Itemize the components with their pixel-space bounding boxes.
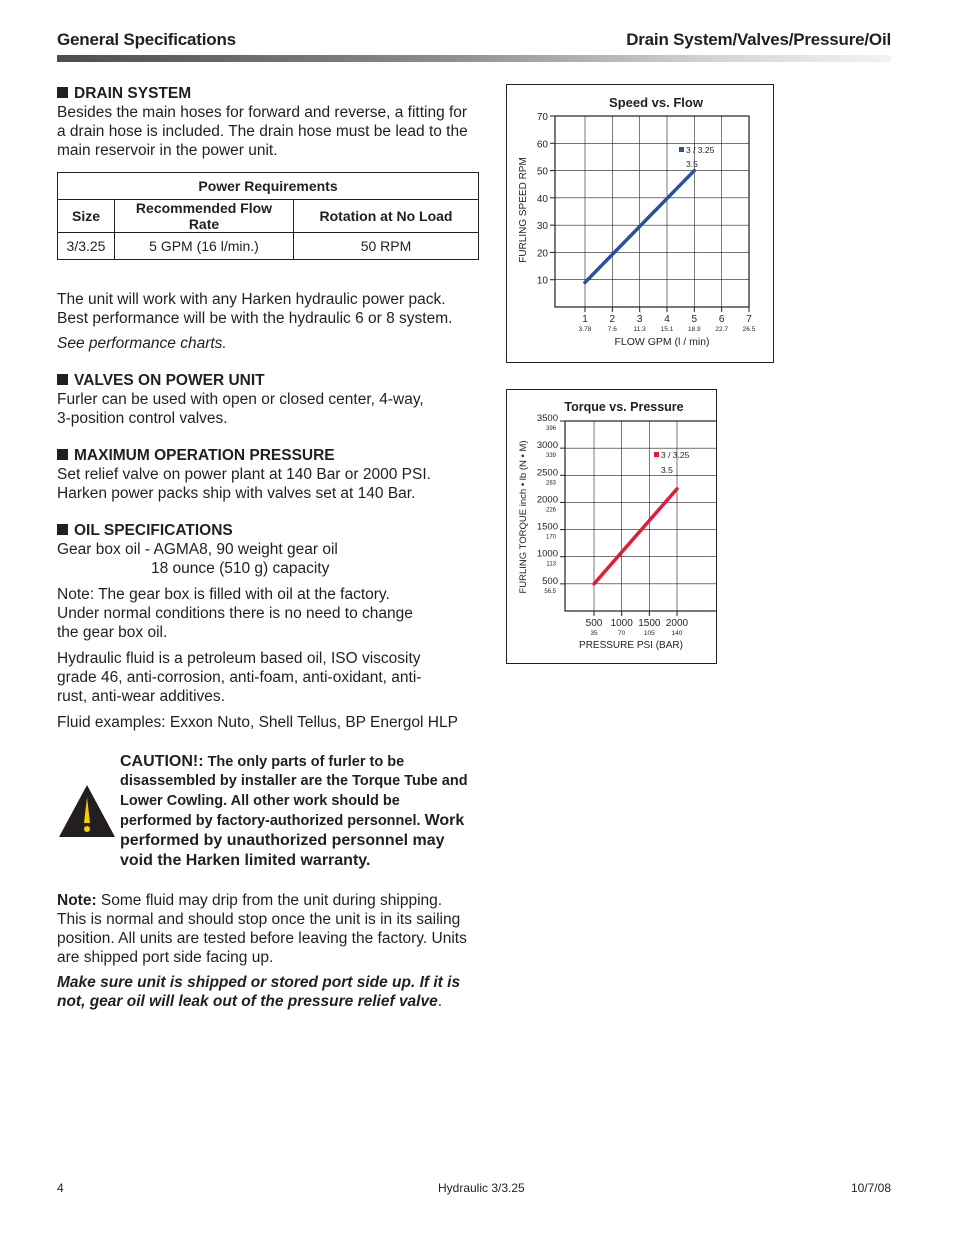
y-tick-label: 1500 xyxy=(536,521,558,533)
document-date: 10/7/08 xyxy=(850,1181,891,1195)
speed-vs-flow-svg xyxy=(507,85,773,362)
hydraulic-fluid-text: Hydraulic fluid is a petroleum based oil, ISO viscosity grade 46, anti-corrosion, anti-foam, anti-oxidant, anti-rust, anti-wear additives. xyxy=(57,650,422,705)
table-row xyxy=(58,233,479,260)
table-cell: 50 RPM xyxy=(294,233,479,260)
oil-section xyxy=(57,521,477,732)
y-tick-label: 3500 xyxy=(536,413,558,424)
note-label: Note: xyxy=(57,892,97,909)
y-tick-label: 3000 xyxy=(536,440,558,452)
drain-system-text: Besides the main hoses for forward and reverse, a fitting for a drain hose is included. The drain hose must be lead to the main reservoir in the power unit. xyxy=(57,104,468,159)
y-tick-label: 60 xyxy=(536,139,548,151)
x-tick-label: 2 xyxy=(609,314,616,325)
document-name: Hydraulic 3/3.25 xyxy=(438,1181,525,1195)
x-tick-label: 3 xyxy=(636,314,643,325)
x-subtick-label: 11.3 xyxy=(633,326,646,333)
y-tick-label: 20 xyxy=(536,248,548,260)
x-subtick-label: 18.9 xyxy=(688,326,701,333)
y-subtick-label: 56.5 xyxy=(544,588,556,595)
y-subtick-label: 113 xyxy=(546,561,556,568)
power-pack-text: The unit will work with any Harken hydraulic power pack. Best performance will be with the hydraulic 6 or 8 system. xyxy=(57,291,453,327)
square-bullet-icon xyxy=(57,374,68,385)
warning-text: Make sure unit is shipped or stored port side up. If it is not, gear oil will leak out of the pressure relief valve xyxy=(57,974,461,1010)
legend-sublabel: 3.5 xyxy=(686,159,698,169)
table-header-size: Size xyxy=(58,200,115,233)
caution-text-1: The only parts of furler to be disassembled by installer are the Torque Tube and Lower Cowling. All other work should be performed by factory-authorized personnel. xyxy=(120,754,468,829)
legend-swatch xyxy=(679,147,684,152)
x-subtick-label: 140 xyxy=(671,630,683,637)
valves-text: Furler can be used with open or closed center, 4-way, 3-position control valves. xyxy=(57,391,424,427)
square-bullet-icon xyxy=(57,449,68,460)
x-subtick-label: 3.78 xyxy=(578,326,592,333)
oil-heading: OIL SPECIFICATIONS xyxy=(57,521,477,540)
shipping-note xyxy=(57,891,472,967)
chart-ticks xyxy=(537,112,756,333)
shipping-warning: Make sure unit is shipped or stored port side up. If it is not, gear oil will leak out of the pressure relief valve. xyxy=(57,974,461,1010)
caution-text-block xyxy=(120,752,470,872)
x-tick-label: 6 xyxy=(718,314,725,325)
shipping-section xyxy=(57,891,472,1011)
y-tick-label: 50 xyxy=(536,166,548,178)
y-tick-label: 2000 xyxy=(536,494,558,506)
see-charts-text: See performance charts. xyxy=(57,335,227,352)
pressure-section xyxy=(57,446,477,503)
x-tick-label: 2000 xyxy=(665,618,689,629)
x-axis-label: FLOW GPM (l / min) xyxy=(614,336,710,348)
square-bullet-icon xyxy=(57,524,68,535)
fluid-examples-text: Fluid examples: Exxon Nuto, Shell Tellus, BP Energol HLP xyxy=(57,714,458,731)
table-header-flow-rate: Recommended Flow Rate xyxy=(115,200,294,233)
y-tick-label: 500 xyxy=(542,575,558,587)
y-subtick-label: 283 xyxy=(545,480,556,487)
y-tick-label: 2500 xyxy=(536,467,558,479)
series-line xyxy=(594,489,677,584)
chart-ticks xyxy=(537,413,689,637)
y-subtick-label: 339 xyxy=(545,453,556,460)
valves-section xyxy=(57,371,477,428)
note-text: Some fluid may drip from the unit during shipping. This is normal and should stop once the unit is in its sailing position. All units are tested before leaving the factory. Units are shipped port side facing up. xyxy=(57,892,467,966)
page-number: 4 xyxy=(57,1181,64,1195)
x-subtick-label: 7.6 xyxy=(607,326,617,333)
legend-label: 3 / 3.25 xyxy=(686,145,715,155)
x-tick-label: 4 xyxy=(664,314,670,325)
y-subtick-label: 396 xyxy=(545,426,556,432)
power-pack-section xyxy=(57,290,477,353)
oil-note: Note: The gear box is filled with oil at the factory. Under normal conditions there is no need to change the gear box oil. xyxy=(57,586,413,641)
chart-title: Speed vs. Flow xyxy=(609,95,703,110)
x-tick-label: 1500 xyxy=(638,618,661,629)
y-axis-label: FURLING TORQUE inch • lb (N • M) xyxy=(518,440,529,594)
y-subtick-label: 170 xyxy=(545,534,556,541)
pressure-heading: MAXIMUM OPERATION PRESSURE xyxy=(57,446,477,465)
square-bullet-icon xyxy=(57,87,68,98)
chart-series xyxy=(594,489,677,584)
drain-system-section xyxy=(57,84,477,160)
plot-frame xyxy=(565,421,716,611)
x-tick-label: 500 xyxy=(585,618,603,629)
pressure-line-2: Harken power packs ship with valves set at 140 Bar. xyxy=(57,485,416,502)
x-subtick-label: 70 xyxy=(618,630,626,637)
x-tick-label: 7 xyxy=(746,314,752,325)
page-title-left: General Specifications xyxy=(57,30,236,49)
x-tick-label: 5 xyxy=(691,314,698,325)
drain-system-heading: DRAIN SYSTEM xyxy=(57,84,477,103)
chart-grid xyxy=(565,421,716,611)
y-tick-label: 30 xyxy=(536,221,548,233)
torque-vs-pressure-svg xyxy=(507,390,716,663)
y-tick-label: 40 xyxy=(536,193,548,205)
pressure-line-1: Set relief valve on power plant at 140 Bar or 2000 PSI. xyxy=(57,466,431,483)
caution-text-2: Work performed by unauthorized personnel may void the Harken limited warranty. xyxy=(120,811,465,870)
oil-line-2: 18 ounce (510 g) capacity xyxy=(151,560,330,577)
table-cell: 5 GPM (16 l/min.) xyxy=(115,233,294,260)
x-subtick-label: 26.5 xyxy=(742,326,756,333)
warning-icon xyxy=(57,783,117,839)
x-tick-label: 1 xyxy=(582,314,588,325)
x-tick-label: 1000 xyxy=(610,618,633,629)
x-subtick-label: 22.7 xyxy=(715,326,728,333)
oil-line-1: Gear box oil - AGMA8, 90 weight gear oil xyxy=(57,541,338,558)
legend-swatch xyxy=(654,452,659,457)
x-subtick-label: 105 xyxy=(643,630,655,637)
torque-vs-pressure-chart xyxy=(506,389,717,664)
legend-label: 3 / 3.25 xyxy=(661,450,690,460)
valves-heading: VALVES ON POWER UNIT xyxy=(57,371,477,390)
y-axis-label: FURLING SPEED RPM xyxy=(518,157,529,263)
x-subtick-label: 15.1 xyxy=(660,326,674,333)
x-subtick-label: 35 xyxy=(590,630,598,637)
x-axis-label: PRESSURE PSI (BAR) xyxy=(579,640,683,651)
chart-title: Torque vs. Pressure xyxy=(564,400,684,414)
table-title: Power Requirements xyxy=(58,173,479,200)
caution-label: CAUTION!: xyxy=(120,753,204,770)
y-tick-label: 1000 xyxy=(536,548,558,560)
power-requirements-table xyxy=(57,172,479,260)
y-tick-label: 10 xyxy=(536,275,548,287)
header-rule xyxy=(57,55,891,62)
table-cell: 3/3.25 xyxy=(58,233,115,260)
table-header-rotation: Rotation at No Load xyxy=(294,200,479,233)
y-tick-label: 70 xyxy=(536,112,548,123)
speed-vs-flow-chart xyxy=(506,84,774,363)
y-subtick-label: 226 xyxy=(545,507,556,514)
page-title-right: Drain System/Valves/Pressure/Oil xyxy=(626,30,891,49)
legend-sublabel: 3.5 xyxy=(661,465,673,475)
